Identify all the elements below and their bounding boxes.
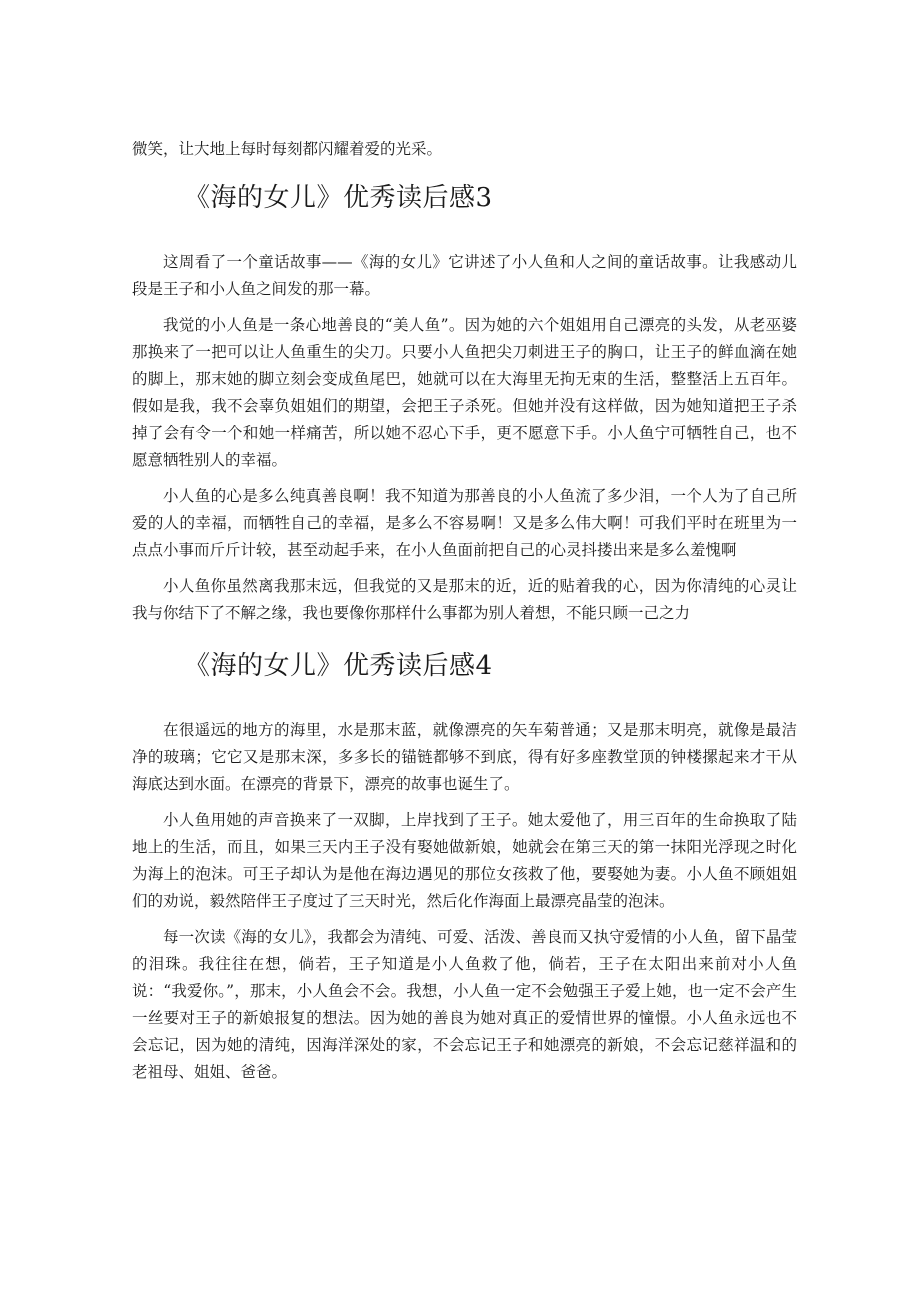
section-heading-4: 《海的女儿》优秀读后感4 <box>184 651 493 681</box>
section-4-paragraph-1: 在很遥远的地方的海里，水是那末蓝，就像漂亮的矢车菊普通；又是那末明亮，就像是最洁净的玻璃；它它又是那末深，多多长的锚链都够不到底，得有好多座教堂顶的钟楼摞起来才干从海底达到水面。在漂亮的背景下，漂亮的故事也诞生了。 <box>132 721 797 793</box>
section-heading-3: 《海的女儿》优秀读后感3 <box>184 183 493 213</box>
section-3-paragraph-3: 小人鱼的心是多么纯真善良啊！我不知道为那善良的小人鱼流了多少泪，一个人为了自己所爱的人的幸福，而牺牲自己的幸福，是多么不容易啊！又是多么伟大啊！可我们平时在班里为一点点小事而斤斤计较，甚至动起手来，在小人鱼面前把自己的心灵抖搂出来是多么羞愧啊 <box>132 487 797 559</box>
section-4-paragraph-3: 每一次读《海的女儿》，我都会为清纯、可爱、活泼、善良而又执守爱情的小人鱼，留下晶莹的泪珠。我往往在想，倘若，王子知道是小人鱼救了他，倘若，王子在太阳出来前对小人鱼说：“我爱你。”，那末，小人鱼会不会。我想，小人鱼一定不会勉强王子爱上她，也一定不会产生一丝要对王子的新娘报复的想法。因为她的善良为她对真正的爱情世界的憧憬。小人鱼永远也不会忘记，因为她的清纯，因海洋深处的家，不会忘记王子和她漂亮的新娘，不会忘记慈祥温和的老祖母、姐姐、爸爸。 <box>132 928 797 1081</box>
section-3-paragraph-1: 这周看了一个童话故事——《海的女儿》它讲述了小人鱼和人之间的童话故事。让我感动儿段是王子和小人鱼之间发的那一幕。 <box>132 253 797 298</box>
section-3-paragraph-2: 我觉的小人鱼是一条心地善良的“美人鱼”。因为她的六个姐姐用自己漂亮的头发，从老巫婆那换来了一把可以让人鱼重生的尖刀。只要小人鱼把尖刀刺进王子的胸口，让王子的鲜血滴在她的脚上，那末她的脚立刻会变成鱼尾巴，她就可以在大海里无拘无束的生活，整整活上五百年。假如是我，我不会辜负姐姐们的期望，会把王子杀死。但她并没有这样做，因为她知道把王子杀掉了会有令一个和她一样痛苦，所以她不忍心下手，更不愿意下手。小人鱼宁可牺牲自己，也不愿意牺牲别人的幸福。 <box>132 316 797 469</box>
section-4-paragraph-2: 小人鱼用她的声音换来了一双脚，上岸找到了王子。她太爱他了，用三百年的生命换取了陆地上的生活，而且，如果三天内王子没有娶她做新娘，她就会在第三天的第一抹阳光浮现之时化为海上的泡沫。可王子却认为是他在海边遇见的那位女孩救了他，要娶她为妻。小人鱼不顾姐姐们的劝说，毅然陪伴王子度过了三天时光，然后化作海面上最漂亮晶莹的泡沫。 <box>132 811 797 910</box>
intro-paragraph: 微笑，让大地上每时每刻都闪耀着爱的光采。 <box>132 140 443 158</box>
document-page <box>132 136 797 1086</box>
section-3-paragraph-4: 小人鱼你虽然离我那末远，但我觉的又是那末的近，近的贴着我的心，因为你清纯的心灵让我与你结下了不解之缘，我也要像你那样什么事都为别人着想，不能只顾一己之力 <box>132 577 797 622</box>
